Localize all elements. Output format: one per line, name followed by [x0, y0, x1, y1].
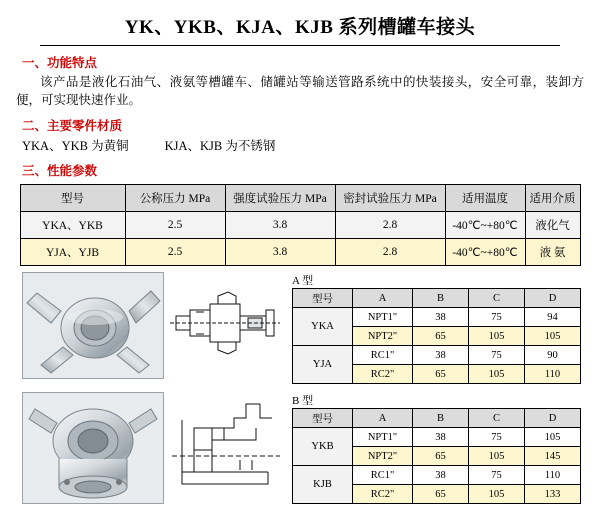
cell-medium: 液化气: [525, 212, 580, 239]
photo-a-graphic: [23, 273, 163, 378]
cell-a: NPT2": [353, 327, 413, 346]
material-text-a: YKA、YKB 为黄铜: [22, 139, 129, 154]
features-paragraph: 该产品是液化石油气、液氨等槽罐车、储罐站等输送管路系统中的快装接头，安全可靠，装卸方便，可实现快速作业。: [16, 75, 584, 108]
cell-medium: 液 氨: [525, 239, 580, 266]
cell-b: 38: [413, 308, 469, 327]
table-header-row: [20, 185, 580, 212]
cell-a: RC1": [353, 346, 413, 365]
table-row: [293, 428, 581, 447]
cell-model: YKB: [293, 428, 353, 466]
type-a-label: A 型: [292, 275, 314, 287]
cell-c: 75: [469, 346, 525, 365]
cell-model: YKA: [293, 308, 353, 346]
cell-c: 105: [469, 365, 525, 384]
dimension-table-a: [292, 288, 581, 384]
col-header: 密封试验压力 MPa: [335, 185, 445, 212]
cell-model: KJB: [293, 466, 353, 504]
cell-strength-pressure: 3.8: [225, 239, 335, 266]
material-text-b: KJA、KJB 为不锈钢: [164, 139, 276, 154]
title-divider: [40, 45, 560, 46]
cell-d: 94: [525, 308, 581, 327]
cell-b: 38: [413, 346, 469, 365]
cell-d: 110: [525, 466, 581, 485]
table-row: [293, 346, 581, 365]
cell-d: 105: [525, 327, 581, 346]
cell-nominal-pressure: 2.5: [125, 239, 225, 266]
cell-d: 145: [525, 447, 581, 466]
table-header-row: [293, 409, 581, 428]
cell-seal-pressure: 2.8: [335, 212, 445, 239]
dimension-table-b: [292, 408, 581, 504]
cell-a: NPT2": [353, 447, 413, 466]
line-drawing-b: [172, 398, 280, 494]
col-header: 型号: [293, 409, 353, 428]
cell-c: 75: [469, 308, 525, 327]
col-header: A: [353, 409, 413, 428]
col-header: 适用介质: [525, 185, 580, 212]
photo-coupling-a: [22, 272, 164, 379]
cell-c: 75: [469, 428, 525, 447]
cell-b: 38: [413, 428, 469, 447]
cell-temperature: -40℃~+80℃: [445, 239, 525, 266]
line-drawing-a: [170, 278, 280, 368]
cell-b: 65: [413, 365, 469, 384]
table-row: [293, 308, 581, 327]
cell-a: RC2": [353, 485, 413, 504]
col-header: B: [413, 289, 469, 308]
cell-c: 105: [469, 327, 525, 346]
cell-a: NPT1": [353, 428, 413, 447]
cell-d: 105: [525, 428, 581, 447]
cell-model: YJA、YJB: [20, 239, 125, 266]
cell-d: 110: [525, 365, 581, 384]
table-row: [293, 466, 581, 485]
cell-model: YKA、YKB: [20, 212, 125, 239]
col-header: 适用温度: [445, 185, 525, 212]
cell-c: 105: [469, 447, 525, 466]
cell-b: 65: [413, 485, 469, 504]
cell-nominal-pressure: 2.5: [125, 212, 225, 239]
col-header: 强度试验压力 MPa: [225, 185, 335, 212]
col-header: D: [525, 289, 581, 308]
cell-d: 90: [525, 346, 581, 365]
col-header: D: [525, 409, 581, 428]
photo-coupling-b: [22, 392, 164, 504]
col-header: 型号: [20, 185, 125, 212]
section-heading-performance: 三、性能参数: [22, 164, 98, 179]
section-heading-features: 一、功能特点: [22, 56, 98, 70]
col-header: C: [469, 289, 525, 308]
cell-a: RC2": [353, 365, 413, 384]
cell-b: 65: [413, 327, 469, 346]
col-header: 公称压力 MPa: [125, 185, 225, 212]
col-header: B: [413, 409, 469, 428]
cell-a: RC1": [353, 466, 413, 485]
cell-c: 75: [469, 466, 525, 485]
drawing-a-graphic: [170, 278, 280, 368]
drawing-b-graphic: [172, 398, 280, 494]
col-header: 型号: [293, 289, 353, 308]
cell-d: 133: [525, 485, 581, 504]
photo-b-graphic: [23, 393, 163, 503]
material-line: [22, 136, 600, 154]
table-header-row: [293, 289, 581, 308]
cell-model: YJA: [293, 346, 353, 384]
cell-strength-pressure: 3.8: [225, 212, 335, 239]
cell-b: 65: [413, 447, 469, 466]
cell-seal-pressure: 2.8: [335, 239, 445, 266]
col-header: C: [469, 409, 525, 428]
type-b-label: B 型: [292, 395, 314, 407]
table-row: [20, 212, 580, 239]
table-row: [20, 239, 580, 266]
section-heading-material: 二、主要零件材质: [22, 119, 123, 134]
cell-temperature: -40℃~+80℃: [445, 212, 525, 239]
cell-c: 105: [469, 485, 525, 504]
cell-b: 38: [413, 466, 469, 485]
cell-a: NPT1": [353, 308, 413, 327]
page-title: YK、YKB、KJA、KJB 系列槽罐车接头: [124, 17, 476, 38]
performance-table: [20, 184, 581, 266]
col-header: A: [353, 289, 413, 308]
